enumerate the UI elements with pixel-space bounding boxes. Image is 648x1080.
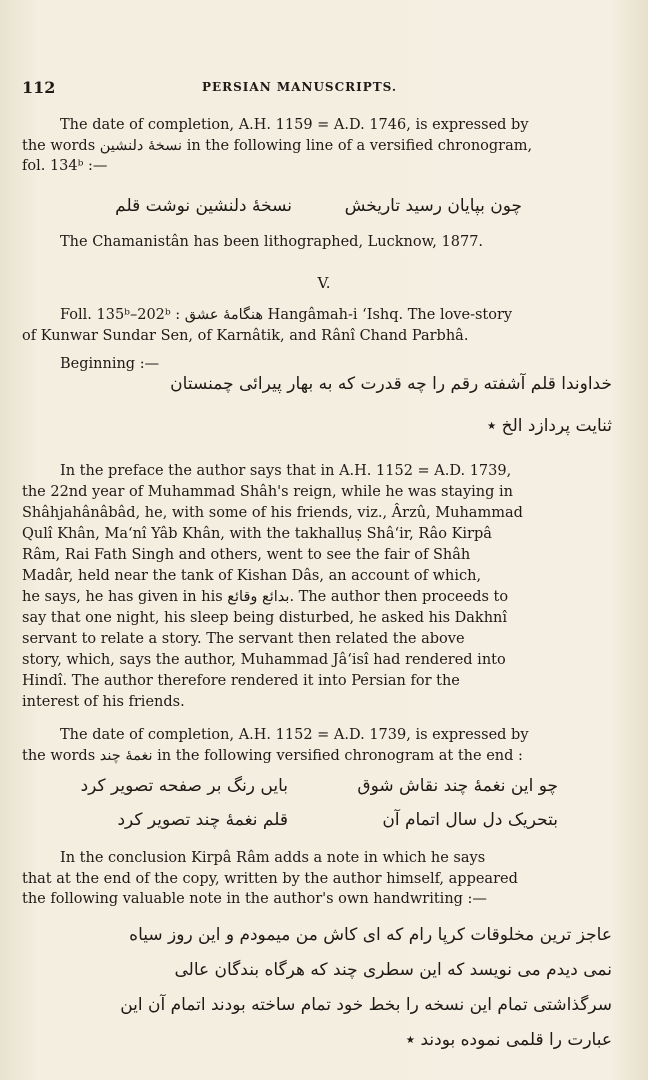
text-line: interest of his friends. — [22, 694, 185, 710]
text-line: of Kunwar Sundar Sen, of Karnâtik, and Rânî Chand Parbhâ. — [22, 327, 469, 344]
paragraph-chronogram — [22, 725, 582, 766]
verse-hemistich-right: چون بپایان رسید تاریخش — [344, 196, 522, 216]
page-number: 112 — [22, 78, 56, 97]
text-line: the 22nd year of Muhammad Shâh's reign, while he was staying in — [22, 484, 513, 500]
text-line: The date of completion, A.H. 1159 = A.D. 1746, is expressed by — [60, 117, 529, 133]
paragraph-completion-date — [22, 115, 582, 177]
text-line: Foll. 135ᵇ–202ᵇ : هنگامهٔ عشق Hangâmah-i ‘Ishq. The love-story — [60, 307, 513, 323]
text-line: that at the end of the copy, written by the author himself, appeared — [22, 870, 518, 887]
text-line: In the conclusion Kirpâ Râm adds a note in which he says — [60, 850, 486, 866]
text-line: Madâr, held near the tank of Kishan Dâs, an account of which, — [22, 568, 482, 584]
paragraph-folio-title — [22, 305, 582, 346]
text-line: the following valuable note in the author's own handwriting :— — [22, 891, 487, 907]
final-persian-line: سرگذاشتی تمام این نسخه را بخط خود تمام ساخته بودند اتمام آن این — [120, 995, 612, 1015]
final-persian-line: عاجز ترین مخلوقات کرپا رام که ای کاش من میمودم و این روز سیاه — [129, 925, 612, 945]
text-line: Beginning :— — [60, 356, 160, 372]
text-line: The Chamanistân has been lithographed, Lucknow, 1877. — [60, 234, 484, 250]
paragraph-preface — [22, 461, 582, 713]
paragraph-lithograph-note — [22, 232, 582, 253]
text-line: In the preface the author says that in A.H. 1152 = A.D. 1739, — [60, 463, 512, 479]
beginning-persian-line: ثنایت پردازد الخ ٭ — [486, 416, 612, 436]
text-line: story, which, says the author, Muhammad Jâ‘isî had rendered into — [22, 652, 506, 668]
paragraph-conclusion — [22, 848, 582, 910]
text-line: servant to relate a story. The servant then related the above — [22, 631, 465, 647]
verse-hemistich-left: بایں رنگ بر صفحه تصویر کرد — [80, 776, 288, 796]
section-numeral: V. — [317, 274, 331, 292]
text-line: he says, he has given in his بدائع وقائع. The author then proceeds to — [22, 589, 509, 605]
text-line: Qulî Khân, Ma‘nî Yâb Khân, with the takhalluṣ Shâ‘ir, Râo Kirpâ — [22, 526, 492, 542]
running-title: PERSIAN MANUSCRIPTS. — [202, 80, 398, 94]
final-persian-line: عبارت را قلمی نموده بودند ٭ — [405, 1030, 612, 1050]
page-header — [22, 78, 622, 100]
text-line: the words نغمهٔ چند in the following versified chronogram at the end : — [22, 747, 523, 764]
beginning-persian-line: خداوندا قلم آشفته رقم را چه قدرت که به بهار پیرائی چمنستان — [170, 374, 612, 394]
text-line: say that one night, his sleep being disturbed, he asked his Dakhnî — [22, 610, 508, 626]
verse-hemistich-right: چو این نغمهٔ چند نقاش شوق — [357, 776, 558, 796]
final-persian-line: نمی دیدم می نویسد که این سطری چند که هرگاه بندگان عالی — [174, 960, 612, 980]
verse-hemistich-left: نسخهٔ دلنشین نوشت قلم — [115, 196, 292, 216]
text-line: Shâhjahânâbâd, he, with some of his friends, viz., Ârzû, Muhammad — [22, 505, 523, 521]
text-line: Hindî. The author therefore rendered it into Persian for the — [22, 673, 460, 689]
text-line: fol. 134ᵇ :— — [22, 158, 108, 174]
verse-hemistich-right: بتحریک دل سال اتمام آن — [382, 810, 558, 830]
verse-hemistich-left: قلم نغمهٔ چند تصویر کرد — [117, 810, 288, 830]
beginning-label — [22, 354, 582, 375]
text-line: the words نسخهٔ دلنشین in the following line of a versified chronogram, — [22, 137, 533, 154]
text-line: Râm, Rai Fath Singh and others, went to see the fair of Shâh — [22, 547, 471, 563]
text-line: The date of completion, A.H. 1152 = A.D. 1739, is expressed by — [60, 727, 529, 743]
